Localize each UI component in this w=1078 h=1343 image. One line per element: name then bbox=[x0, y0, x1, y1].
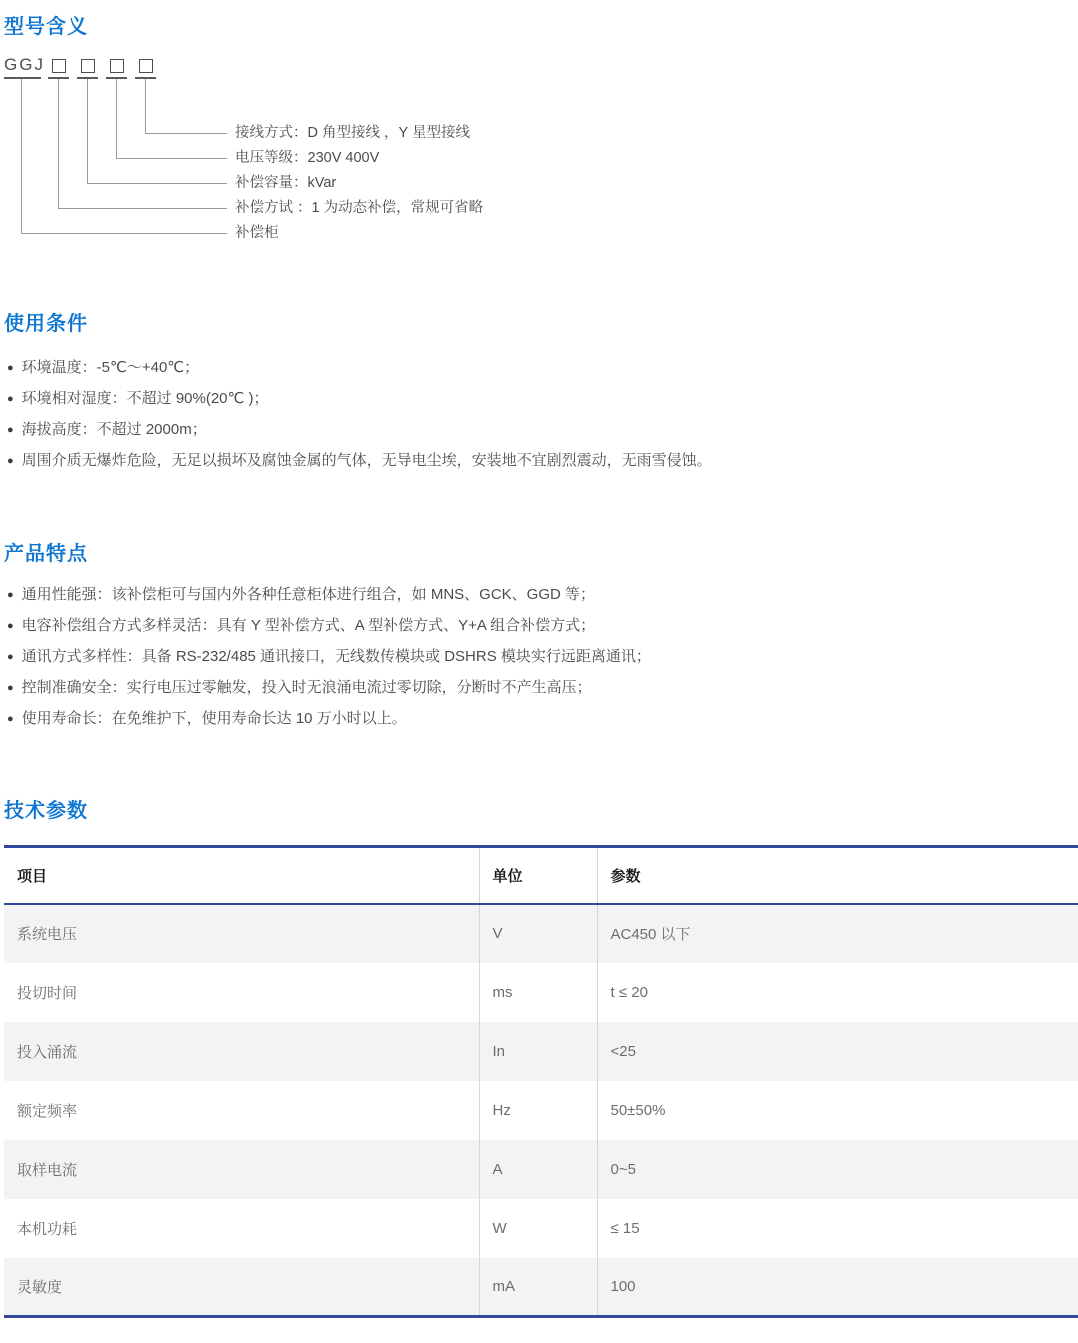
model-label-cabinet: 补偿柜 bbox=[235, 225, 279, 241]
model-code-diagram bbox=[4, 56, 1078, 252]
feature-text: 控制准确安全：实行电压过零触发，投入时无浪涌电流过零切除，分断时不产生高压； bbox=[21, 679, 592, 696]
condition-text: 周围介质无爆炸危险，无足以损坏及腐蚀金属的气体，无导电尘埃，安装地不宜剧烈震动，无雨雪侵蚀。 bbox=[21, 452, 712, 469]
cell-value: 0~5 bbox=[597, 1140, 1078, 1199]
model-label-wiring: 接线方式：D 角型接线 ，Y 星型接线 bbox=[235, 125, 470, 141]
column-header-item: 项目 bbox=[4, 847, 479, 904]
cell-item: 灵敏度 bbox=[4, 1258, 479, 1317]
connector-hline-3 bbox=[87, 183, 227, 184]
column-header-value: 参数 bbox=[597, 847, 1078, 904]
condition-text: 环境相对湿度：不超过 90%(20℃ )； bbox=[21, 390, 269, 407]
connector-hline-5 bbox=[21, 233, 227, 234]
model-digit-box-1 bbox=[52, 59, 66, 73]
feature-text: 使用寿命长：在免维护下，使用寿命长达 10 万小时以上。 bbox=[21, 710, 407, 727]
section-title-model-meaning: 型号含义 bbox=[4, 16, 88, 38]
table-row bbox=[4, 1022, 1078, 1081]
list-item bbox=[4, 389, 1078, 409]
feature-text: 通讯方式多样性：具备 RS-232/485 通讯接口，无线数传模块或 DSHRS 模块实行远距离通讯； bbox=[21, 648, 651, 665]
feature-text: 通用性能强：该补偿柜可与国内外各种任意柜体进行组合，如 MNS、GCK、GGD 等； bbox=[21, 586, 595, 603]
features-list bbox=[4, 585, 1078, 729]
list-item bbox=[4, 585, 1078, 605]
table-header-row bbox=[4, 847, 1078, 904]
cell-unit: W bbox=[479, 1199, 597, 1258]
connector-hline-2 bbox=[116, 158, 227, 159]
bullet-icon: ● bbox=[7, 424, 14, 436]
connector-vline-4 bbox=[145, 79, 146, 133]
table-row bbox=[4, 1081, 1078, 1140]
cell-item: 系统电压 bbox=[4, 904, 479, 963]
table-row bbox=[4, 1140, 1078, 1199]
list-item bbox=[4, 678, 1078, 698]
list-item bbox=[4, 616, 1078, 636]
section-title-features: 产品特点 bbox=[4, 543, 88, 565]
column-header-unit: 单位 bbox=[479, 847, 597, 904]
table-row bbox=[4, 963, 1078, 1022]
feature-text: 电容补偿组合方式多样灵活：具有 Y 型补偿方式、A 型补偿方式、Y+A 组合补偿方式； bbox=[21, 617, 596, 634]
model-label-voltage: 电压等级：230V 400V bbox=[235, 150, 380, 166]
cell-value: AC450 以下 bbox=[597, 904, 1078, 963]
condition-text: 海拔高度：不超过 2000m； bbox=[21, 421, 207, 438]
list-item bbox=[4, 647, 1078, 667]
list-item bbox=[4, 709, 1078, 729]
cell-value: ≤ 15 bbox=[610, 1219, 640, 1237]
table-row bbox=[4, 1258, 1078, 1317]
bullet-icon: ● bbox=[7, 362, 14, 374]
connector-vline-2 bbox=[87, 79, 88, 183]
cell-item: 投入涌流 bbox=[4, 1022, 479, 1081]
bullet-icon: ● bbox=[7, 713, 14, 725]
connector-hline-1 bbox=[145, 133, 227, 134]
list-item bbox=[4, 358, 1078, 378]
cell-value: <25 bbox=[597, 1022, 1078, 1081]
cell-unit: mA bbox=[479, 1258, 597, 1317]
bullet-icon: ● bbox=[7, 651, 14, 663]
section-title-parameters: 技术参数 bbox=[4, 800, 88, 822]
model-code-prefix: GGJ bbox=[4, 55, 45, 74]
connector-hline-4 bbox=[58, 208, 227, 209]
conditions-list bbox=[4, 358, 1078, 471]
cell-unit: In bbox=[479, 1022, 597, 1081]
cell-unit: Hz bbox=[479, 1081, 597, 1140]
model-digit-box-2 bbox=[81, 59, 95, 73]
bullet-icon: ● bbox=[7, 620, 14, 632]
cell-value: 50±50% bbox=[610, 1101, 666, 1119]
bullet-icon: ● bbox=[7, 589, 14, 601]
connector-vline-code bbox=[21, 79, 22, 234]
model-digit-box-3 bbox=[110, 59, 124, 73]
list-item bbox=[4, 420, 1078, 440]
cell-unit: V bbox=[479, 904, 597, 963]
model-digit-box-4 bbox=[139, 59, 153, 73]
bullet-icon: ● bbox=[7, 393, 14, 405]
bullet-icon: ● bbox=[7, 455, 14, 467]
model-label-mode: 补偿方试 ：1 为动态补偿，常规可省略 bbox=[235, 200, 484, 216]
cell-value: 100 bbox=[597, 1258, 1078, 1317]
cell-unit: A bbox=[479, 1140, 597, 1199]
cell-item: 取样电流 bbox=[4, 1140, 479, 1199]
connector-vline-3 bbox=[116, 79, 117, 158]
parameters-table bbox=[4, 845, 1078, 1318]
model-label-capacity: 补偿容量：kVar bbox=[235, 175, 337, 191]
cell-item: 额定频率 bbox=[4, 1081, 479, 1140]
cell-item: 本机功耗 bbox=[4, 1199, 479, 1258]
cell-unit: ms bbox=[479, 963, 597, 1022]
section-title-conditions: 使用条件 bbox=[4, 313, 88, 335]
cell-item: 投切时间 bbox=[4, 963, 479, 1022]
bullet-icon: ● bbox=[7, 682, 14, 694]
connector-vline-1 bbox=[58, 79, 59, 208]
table-row bbox=[4, 904, 1078, 963]
table-row bbox=[4, 1199, 1078, 1258]
cell-value: t ≤ 20 bbox=[610, 983, 648, 1001]
underline bbox=[4, 77, 41, 79]
condition-text: 环境温度：-5℃～+40℃； bbox=[21, 359, 200, 376]
list-item bbox=[4, 451, 1078, 471]
